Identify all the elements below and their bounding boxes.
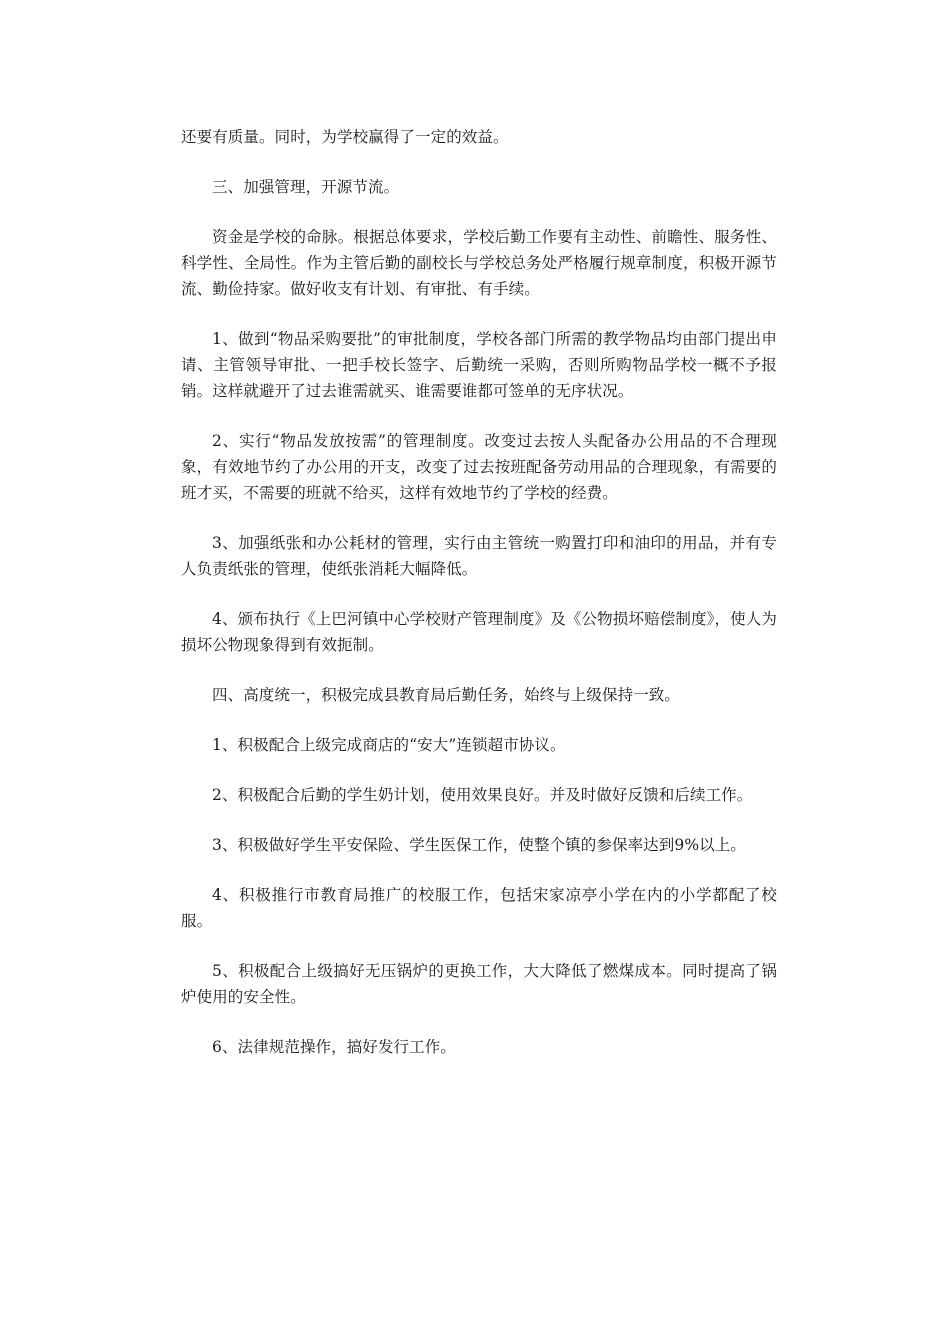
list-item-3-4: 4、颁布执行《上巴河镇中心学校财产管理制度》及《公物损坏赔偿制度》，使人为损坏公物现象得到有效扼制。 bbox=[181, 610, 777, 654]
list-item-4-2: 2、积极配合后勤的学生奶计划，使用效果良好。并及时做好反馈和后续工作。 bbox=[212, 786, 753, 804]
list-item-3-2: 2、实行“物品发放按需”的管理制度。改变过去按人头配备办公用品的不合理现象，有效地节约了办公用的开支，改变了过去按班配备劳动用品的合理现象，有需要的班才买，不需要的班就不给买，这样有效地节约了学校的经费。 bbox=[181, 432, 777, 502]
section-heading-3: 三、加强管理，开源节流。 bbox=[212, 178, 400, 196]
paragraph-funds: 资金是学校的命脉。根据总体要求，学校后勤工作要有主动性、前瞻性、服务性、科学性、全局性。作为主管后勤的副校长与学校总务处严格履行规章制度，积极开源节流、勤俭持家。做好收支有计划、有审批、有手续。 bbox=[181, 228, 777, 298]
list-item-4-5: 5、积极配合上级搞好无压锅炉的更换工作，大大降低了燃煤成本。同时提高了锅炉使用的安全性。 bbox=[181, 962, 777, 1006]
list-item-4-1: 1、积极配合上级完成商店的“安大”连锁超市协议。 bbox=[212, 736, 566, 754]
paragraph-continuation: 还要有质量。同时，为学校赢得了一定的效益。 bbox=[181, 128, 509, 146]
list-item-3-1: 1、做到“物品采购要批”的审批制度，学校各部门所需的教学物品均由部门提出申请、主管领导审批、一把手校长签字、后勤统一采购，否则所购物品学校一概不予报销。这样就避开了过去谁需就买、谁需要谁都可签单的无序状况。 bbox=[181, 330, 777, 400]
list-item-4-3: 3、积极做好学生平安保险、学生医保工作，使整个镇的参保率达到9%以上。 bbox=[212, 836, 746, 854]
list-item-4-4: 4、积极推行市教育局推广的校服工作，包括宋家凉亭小学在内的小学都配了校服。 bbox=[181, 886, 777, 930]
list-item-4-6: 6、法律规范操作，搞好发行工作。 bbox=[212, 1038, 456, 1056]
document-body bbox=[181, 124, 777, 1084]
section-heading-4: 四、高度统一，积极完成县教育局后勤任务，始终与上级保持一致。 bbox=[212, 686, 681, 704]
list-item-3-3: 3、加强纸张和办公耗材的管理，实行由主管统一购置打印和油印的用品，并有专人负责纸张的管理，使纸张消耗大幅降低。 bbox=[181, 534, 777, 578]
